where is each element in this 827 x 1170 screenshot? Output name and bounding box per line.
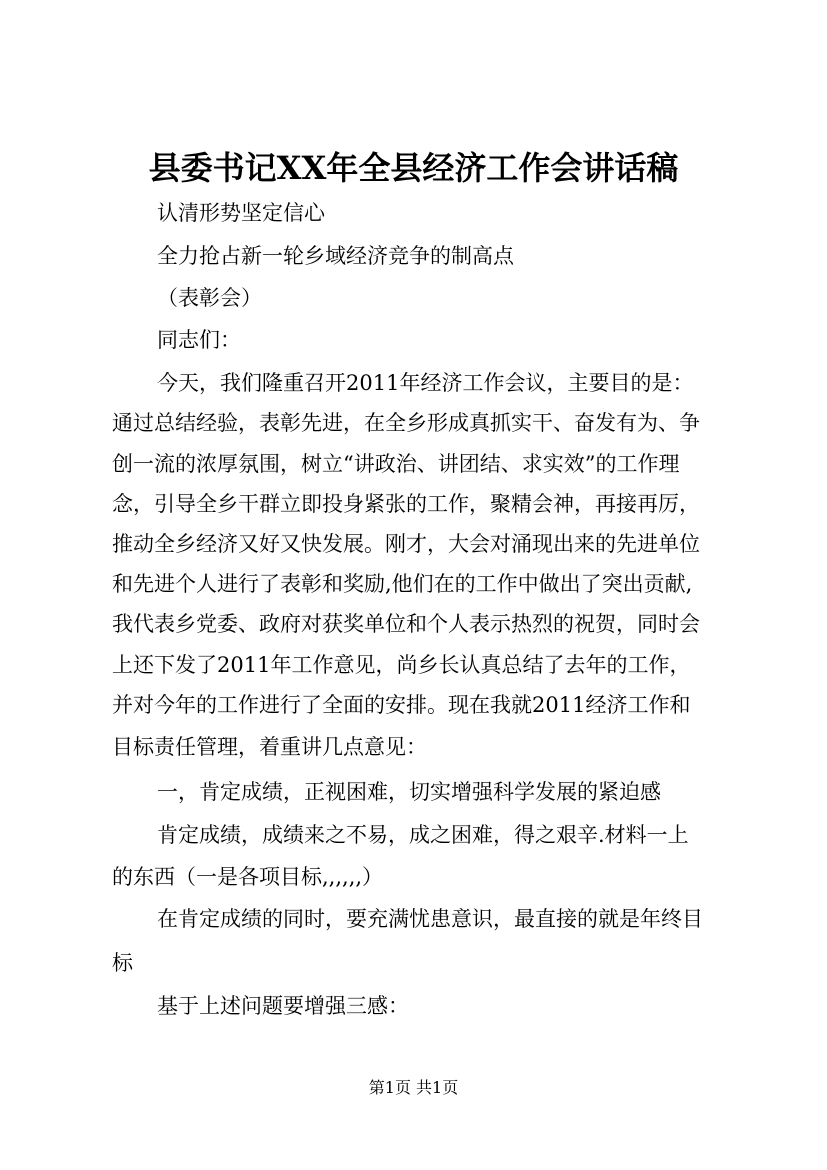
- paragraph-line: 上还下发了2011年工作意见，尚乡长认真总结了去年的工作，: [112, 653, 691, 677]
- paragraph-line: 并对今年的工作进行了全面的安排。现在我就2011经济工作和: [112, 693, 691, 717]
- paragraph-line: 通过总结经验，表彰先进，在全乡形成真抓实干、奋发有为、争: [112, 411, 700, 435]
- document-title: 县委书记XX年全县经济工作会讲话稿: [148, 149, 679, 187]
- paragraph-line: 我代表乡党委、政府对获奖单位和个人表示热烈的祝贺，同时会: [112, 612, 700, 636]
- paragraph-line: 标: [112, 951, 133, 975]
- meeting-type-line: （表彰会）: [157, 286, 262, 310]
- page-footer: 第1页 共1页: [368, 1078, 459, 1097]
- paragraph-line: 在肯定成绩的同时，要充满忧患意识，最直接的就是年终目: [157, 907, 703, 931]
- paragraph-line: 的东西（一是各项目标,,,,,,）: [112, 865, 384, 889]
- paragraph-line: 推动全乡经济又好又快发展。刚才，大会对涌现出来的先进单位: [112, 532, 700, 556]
- paragraph-line: 念，引导全乡干群立即投身紧张的工作，聚精会神，再接再厉，: [112, 492, 700, 516]
- salutation-line: 同志们：: [157, 328, 241, 352]
- paragraph-line: 目标责任管理，着重讲几点意见：: [112, 735, 427, 759]
- section-heading: 一，肯定成绩，正视困难，切实增强科学发展的紧迫感: [157, 780, 661, 804]
- subtitle-line-2: 全力抢占新一轮乡域经济竞争的制高点: [157, 244, 514, 268]
- paragraph-line: 肯定成绩，成绩来之不易，成之困难，得之艰辛.材料一上: [157, 823, 689, 847]
- paragraph-line: 和先进个人进行了表彰和奖励,他们在的工作中做出了突出贡献,: [112, 572, 693, 596]
- paragraph-line: 今天，我们隆重召开2011年经济工作会议，主要目的是：: [157, 371, 694, 395]
- paragraph-line: 创一流的浓厚氛围，树立“讲政治、讲团结、求实效”的工作理: [112, 452, 680, 476]
- paragraph-line: 基于上述问题要增强三感：: [157, 994, 409, 1018]
- subtitle-line-1: 认清形势坚定信心: [157, 201, 325, 225]
